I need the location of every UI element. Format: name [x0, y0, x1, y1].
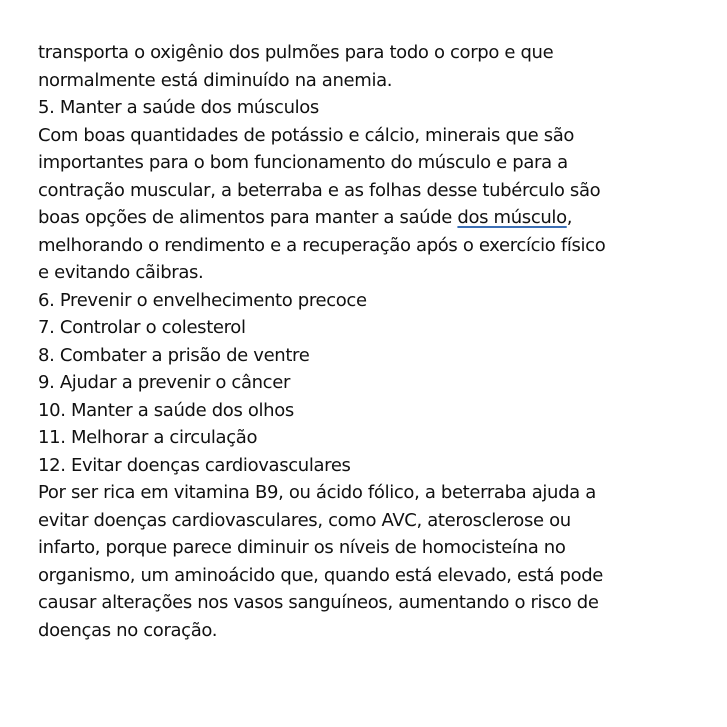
- list-item-7: 7. Controlar o colesterol: [38, 317, 246, 338]
- text-segment: boas opções de alimentos para manter a saúde: [38, 207, 458, 228]
- section-heading-cardio: 12. Evitar doenças cardiovasculares: [38, 454, 351, 476]
- document-body: [38, 39, 718, 644]
- list-item-8: 8. Combater a prisão de ventre: [38, 344, 310, 366]
- text-line: Com boas quantidades de potássio e cálcio, minerais que são: [38, 124, 575, 146]
- text-line: causar alterações nos vasos sanguíneos, aumentando o risco de: [38, 592, 599, 613]
- text-line: e evitando cãibras.: [38, 262, 204, 283]
- underlined-phrase: dos músculo: [457, 207, 567, 228]
- list-item-9: 9. Ajudar a prevenir o câncer: [38, 372, 291, 393]
- list-item-11: 11. Melhorar a circulação: [38, 427, 258, 448]
- text-line: evitar doenças cardiovasculares, como AVC, aterosclerose ou: [38, 509, 571, 531]
- text-line: importantes para o bom funcionamento do músculo e para a: [38, 152, 568, 173]
- text-line: melhorando o rendimento e a recuperação após o exercício físico: [38, 234, 606, 256]
- text-segment: ,: [566, 207, 573, 228]
- text-line: contração muscular, a beterraba e as folhas desse tubérculo são: [38, 179, 601, 201]
- text-line: infarto, porque parece diminuir os níveis de homocisteína no: [38, 537, 566, 558]
- text-line: normalmente está diminuído na anemia.: [38, 69, 393, 91]
- section-heading-muscles: 5. Manter a saúde dos músculos: [38, 97, 319, 118]
- list-item-6: 6. Prevenir o envelhecimento precoce: [38, 289, 367, 311]
- text-line: organismo, um aminoácido que, quando está elevado, está pode: [38, 564, 604, 586]
- text-line: transporta o oxigênio dos pulmões para todo o corpo e que: [38, 42, 554, 63]
- text-line-with-underline: [38, 204, 718, 232]
- text-line: doenças no coração.: [38, 619, 218, 641]
- list-item-10: 10. Manter a saúde dos olhos: [38, 399, 294, 421]
- text-line: Por ser rica em vitamina B9, ou ácido fólico, a beterraba ajuda a: [38, 482, 596, 503]
